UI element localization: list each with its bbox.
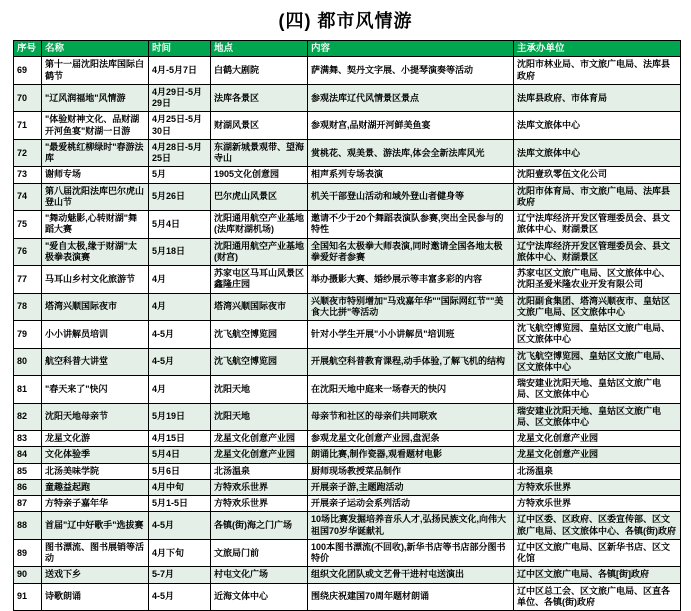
cell-content: 邀请不少于20个舞蹈表演队参赛,突出全民参与的特性 — [308, 211, 514, 239]
cell-content: 100本图书漂流(不回收),新华书店等书店部分图书特价 — [308, 539, 514, 567]
table-row — [14, 583, 681, 611]
table-row — [14, 496, 681, 512]
cell-organizer: 沈阳副食集团、塔湾兴顺夜市、皇姑区文旅广电局、区文旅体中心 — [514, 293, 681, 321]
cell-no: 84 — [14, 447, 42, 463]
cell-no: 78 — [14, 293, 42, 321]
cell-no: 89 — [14, 539, 42, 567]
cell-content: 10场比赛发掘培养音乐人才,弘扬民族文化,向伟大祖国70岁华诞献礼 — [308, 512, 514, 540]
column-header-no: 序号 — [14, 41, 42, 57]
cell-time: 4月 — [149, 266, 211, 294]
table-row — [14, 348, 681, 376]
cell-no: 79 — [14, 321, 42, 349]
table-row — [14, 211, 681, 239]
cell-name: "春天来了"快闪 — [42, 376, 149, 404]
cell-no: 74 — [14, 183, 42, 211]
table-row — [14, 321, 681, 349]
table-row — [14, 183, 681, 211]
table-row — [14, 463, 681, 479]
table-row — [14, 293, 681, 321]
cell-place: 近海文体中心 — [211, 583, 308, 611]
cell-name: 文化体验季 — [42, 447, 149, 463]
cell-place: 沈阳通用航空产业基地(财宫) — [211, 238, 308, 266]
cell-organizer: 苏家屯区文旅广电局、区文旅体中心、沈阳圣爱米隆农业开发有限公司 — [514, 266, 681, 294]
cell-name: 方特亲子嘉年华 — [42, 496, 149, 512]
cell-organizer: 法库文旅体中心 — [514, 139, 681, 167]
cell-place: 村屯文化广场 — [211, 567, 308, 583]
cell-organizer: 辽宁法库经济开发区管理委员会、县文旅体中心、财湖景区 — [514, 238, 681, 266]
cell-name: 童趣益起跑 — [42, 479, 149, 495]
cell-content: 组织文化团队或文艺骨干进村屯送演出 — [308, 567, 514, 583]
cell-no: 77 — [14, 266, 42, 294]
table-row — [14, 139, 681, 167]
cell-place: 东湖新城景观带、望海寺山 — [211, 139, 308, 167]
cell-no: 72 — [14, 139, 42, 167]
cell-name: "辽风润福地"风情游 — [42, 84, 149, 112]
table-row — [14, 376, 681, 404]
cell-time: 5月4日 — [149, 211, 211, 239]
cell-place: 白鹤大剧院 — [211, 57, 308, 85]
cell-time: 5-7月 — [149, 567, 211, 583]
column-header-place: 地点 — [211, 41, 308, 57]
cell-place: 北汤温泉 — [211, 463, 308, 479]
cell-time: 4月28日-5月25日 — [149, 139, 211, 167]
cell-name: 沈阳天地母亲节 — [42, 403, 149, 431]
cell-no: 83 — [14, 431, 42, 447]
cell-no: 87 — [14, 496, 42, 512]
table-row — [14, 266, 681, 294]
cell-organizer: 法库文旅体中心 — [514, 112, 681, 140]
cell-content: 赏桃花、观美景、游法库,体会全新法库风光 — [308, 139, 514, 167]
cell-name: 马耳山乡村文化旅游节 — [42, 266, 149, 294]
cell-organizer: 辽中区文旅广电局、区新华书店、区文化馆 — [514, 539, 681, 567]
cell-time: 5月 — [149, 167, 211, 183]
table-row — [14, 567, 681, 583]
cell-place: 1905文化创意园 — [211, 167, 308, 183]
cell-name: 北汤美味学院 — [42, 463, 149, 479]
table-row — [14, 479, 681, 495]
cell-place: 沈阳天地 — [211, 376, 308, 404]
cell-time: 4月29日-5月29日 — [149, 84, 211, 112]
cell-content: 开展亲子运动会系列活动 — [308, 496, 514, 512]
cell-time: 5月6日 — [149, 463, 211, 479]
cell-time: 5月1-5日 — [149, 496, 211, 512]
cell-content: 在沈阳天地中庭来一场春天的快闪 — [308, 376, 514, 404]
cell-content: 相声系列专场表演 — [308, 167, 514, 183]
cell-content: 围绕庆祝建国70周年题材朗诵 — [308, 583, 514, 611]
cell-time: 4月中旬 — [149, 479, 211, 495]
cell-place: 沈阳天地 — [211, 403, 308, 431]
cell-time: 4-5月 — [149, 583, 211, 611]
cell-place: 巴尔虎山风景区 — [211, 183, 308, 211]
events-schedule-table — [13, 40, 681, 611]
cell-time: 5月18日 — [149, 238, 211, 266]
cell-name: 首届"辽中好歌手"选拔赛 — [42, 512, 149, 540]
cell-no: 73 — [14, 167, 42, 183]
cell-content: 参观财宫,品财湖开河鲜美鱼宴 — [308, 112, 514, 140]
page-title: (四) 都市风情游 — [278, 11, 413, 31]
cell-place: 沈阳通用航空产业基地(法库财湖机场) — [211, 211, 308, 239]
cell-name: 小小讲解员培训 — [42, 321, 149, 349]
cell-no: 82 — [14, 403, 42, 431]
cell-name: "最爱桃红柳绿时"春游法库 — [42, 139, 149, 167]
cell-organizer: 沈飞航空博览园、皇姑区文旅广电局、区文旅体中心 — [514, 348, 681, 376]
cell-name: 送戏下乡 — [42, 567, 149, 583]
table-row — [14, 167, 681, 183]
column-header-organizer: 主承办单位 — [514, 41, 681, 57]
cell-place: 文旅局门前 — [211, 539, 308, 567]
cell-place: 沈飞航空博览园 — [211, 321, 308, 349]
cell-name: 塔湾兴顺国际夜市 — [42, 293, 149, 321]
cell-organizer: 沈飞航空博览园、皇姑区文旅广电局、区文旅体中心 — [514, 321, 681, 349]
cell-organizer: 辽中区委、区政府、区委宣传部、区文旅广电局、区文旅体中心、各镇(街)政府 — [514, 512, 681, 540]
table-row — [14, 431, 681, 447]
cell-name: 诗歌朗诵 — [42, 583, 149, 611]
cell-organizer: 方特欢乐世界 — [514, 496, 681, 512]
column-header-content: 内容 — [308, 41, 514, 57]
cell-time: 5月4日 — [149, 447, 211, 463]
cell-name: 谢师专场 — [42, 167, 149, 183]
cell-time: 4月 — [149, 293, 211, 321]
cell-organizer: 辽宁法库经济开发区管理委员会、县文旅体中心、财湖景区 — [514, 211, 681, 239]
table-row — [14, 57, 681, 85]
cell-time: 4月下旬 — [149, 539, 211, 567]
cell-time: 5月19日 — [149, 403, 211, 431]
table-row — [14, 112, 681, 140]
cell-no: 70 — [14, 84, 42, 112]
cell-no: 81 — [14, 376, 42, 404]
cell-name: "体验财神文化、品财湖开河鱼宴"财湖一日游 — [42, 112, 149, 140]
cell-no: 75 — [14, 211, 42, 239]
cell-organizer: 沈阳市林业局、市文旅广电局、法库县政府 — [514, 57, 681, 85]
cell-content: 开展亲子游,主题跑活动 — [308, 479, 514, 495]
cell-name: "舞动魅影,心转财湖"舞蹈大赛 — [42, 211, 149, 239]
cell-place: 方特欢乐世界 — [211, 479, 308, 495]
table-row — [14, 512, 681, 540]
column-header-time: 时间 — [149, 41, 211, 57]
cell-organizer: 方特欢乐世界 — [514, 479, 681, 495]
cell-name: 龙星文化游 — [42, 431, 149, 447]
table-header-row — [14, 41, 681, 57]
column-header-name: 名称 — [42, 41, 149, 57]
table-row — [14, 403, 681, 431]
cell-time: 4月15日 — [149, 431, 211, 447]
cell-organizer: 辽中区总工会、区文旅广电局、区直各单位、各镇(街)政府 — [514, 583, 681, 611]
cell-place: 塔湾兴顺国际夜市 — [211, 293, 308, 321]
cell-time: 4-5月 — [149, 512, 211, 540]
cell-organizer: 龙星文化创意产业园 — [514, 447, 681, 463]
cell-content: 参观龙星文化创意产业园,盘泥条 — [308, 431, 514, 447]
table-row — [14, 539, 681, 567]
cell-time: 4-5月 — [149, 348, 211, 376]
cell-organizer: 瑞安建业沈阳天地、皇姑区文旅广电局、区文旅体中心 — [514, 376, 681, 404]
cell-name: 航空科普大讲堂 — [42, 348, 149, 376]
cell-time: 4月25日-5月30日 — [149, 112, 211, 140]
cell-content: 全国知名太极拳大师表演,同时邀请全国各地太极拳爱好者参赛 — [308, 238, 514, 266]
cell-content: 参观法库辽代风情景区景点 — [308, 84, 514, 112]
cell-time: 5月26日 — [149, 183, 211, 211]
cell-content: 兴顺夜市特别增加"马戏嘉年华""国际网红节""美食大比拼"等活动 — [308, 293, 514, 321]
cell-no: 86 — [14, 479, 42, 495]
table-row — [14, 447, 681, 463]
cell-place: 各镇(街)海之门广场 — [211, 512, 308, 540]
cell-no: 80 — [14, 348, 42, 376]
cell-name: 第八届沈阳法库巴尔虎山登山节 — [42, 183, 149, 211]
cell-place: 沈飞航空博览园 — [211, 348, 308, 376]
cell-organizer: 法库县政府、市体育局 — [514, 84, 681, 112]
cell-content: 举办摄影大赛、婚纱展示等丰富多彩的内容 — [308, 266, 514, 294]
cell-place: 法库各景区 — [211, 84, 308, 112]
cell-organizer: 沈阳市体育局、市文旅广电局、法库县政府 — [514, 183, 681, 211]
table-row — [14, 238, 681, 266]
cell-name: 第十一届沈阳法库国际白鹤节 — [42, 57, 149, 85]
table-row — [14, 84, 681, 112]
cell-no: 85 — [14, 463, 42, 479]
cell-no: 91 — [14, 583, 42, 611]
cell-place: 龙星文化创意产业园 — [211, 447, 308, 463]
cell-no: 88 — [14, 512, 42, 540]
cell-time: 4月-5月7日 — [149, 57, 211, 85]
cell-content: 针对小学生开展"小小讲解员"培训班 — [308, 321, 514, 349]
cell-time: 4-5月 — [149, 321, 211, 349]
cell-organizer: 北汤温泉 — [514, 463, 681, 479]
cell-place: 财湖风景区 — [211, 112, 308, 140]
cell-content: 开展航空科普教育课程,动手体验,了解飞机的结构 — [308, 348, 514, 376]
cell-place: 方特欢乐世界 — [211, 496, 308, 512]
cell-no: 76 — [14, 238, 42, 266]
cell-content: 母亲节和社区的母亲们共同联欢 — [308, 403, 514, 431]
cell-no: 71 — [14, 112, 42, 140]
cell-content: 机关干部登山活动和域外登山者健身等 — [308, 183, 514, 211]
cell-content: 萨满舞、契丹文字展、小提琴演奏等活动 — [308, 57, 514, 85]
cell-name: "爱自太极,缘于财湖"太极拳表演赛 — [42, 238, 149, 266]
cell-place: 苏家屯区马耳山风景区鑫隆庄园 — [211, 266, 308, 294]
cell-content: 朗诵比赛,制作瓷器,观看题材电影 — [308, 447, 514, 463]
cell-name: 图书漂流、图书展销等活动 — [42, 539, 149, 567]
cell-content: 厨师现场教授菜品制作 — [308, 463, 514, 479]
cell-organizer: 瑞安建业沈阳天地、皇姑区文旅广电局、区文旅体中心 — [514, 403, 681, 431]
cell-no: 69 — [14, 57, 42, 85]
cell-organizer: 沈阳壹玖零伍文化公司 — [514, 167, 681, 183]
cell-organizer: 龙星文化创意产业园 — [514, 431, 681, 447]
cell-no: 90 — [14, 567, 42, 583]
cell-place: 龙星文化创意产业园 — [211, 431, 308, 447]
cell-organizer: 辽中区文旅广电局、各镇[街]政府 — [514, 567, 681, 583]
cell-time: 4月 — [149, 376, 211, 404]
